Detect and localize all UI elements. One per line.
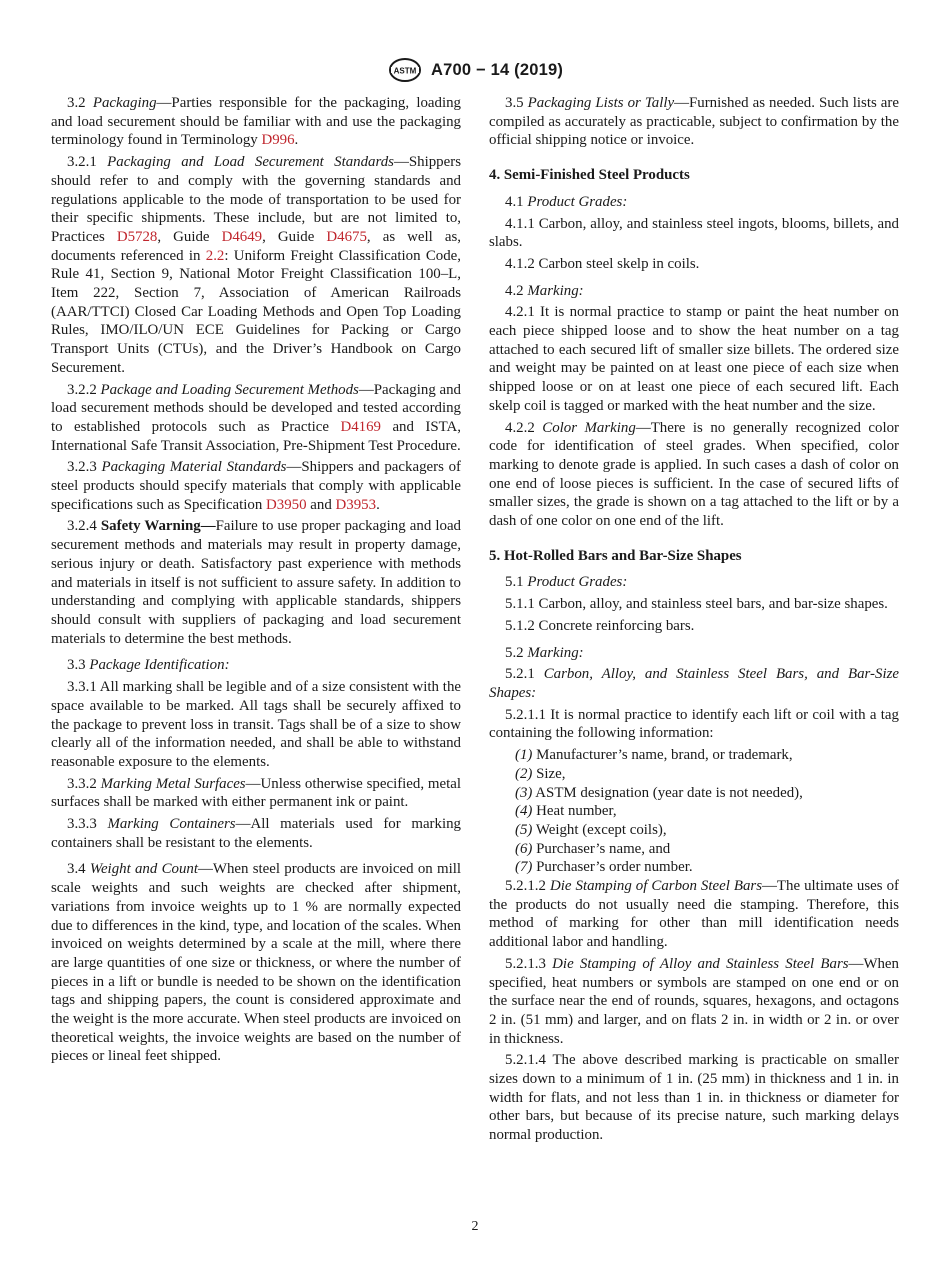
list-item: (3) ASTM designation (year date is not needed), <box>515 784 803 801</box>
left-column <box>51 94 461 1069</box>
ref-link[interactable]: D3953 <box>335 496 377 513</box>
page-header <box>0 58 950 82</box>
section-4-1: 4.1 Product Grades: <box>505 193 628 210</box>
ref-link[interactable]: D4675 <box>326 228 367 245</box>
list-item: (6) Purchaser’s name, and <box>515 840 671 857</box>
section-5-2-1-3: 5.2.1.3 Die Stamping of Alloy and Stainless Steel Bars—When specified, heat numbers or symbols are stamped on one end or on the surface near the end of rounds, squares, hexagons, and octagons 2 in. (51 mm) and larger, and on flats 2 in. in width or 2 in. or over in thickness. <box>489 955 899 1047</box>
section-3-2: 3.2 Packaging—Parties responsible for the packaging, loading and load securement should be familiar with and use the packaging terminology found in Terminology D996. <box>51 95 461 149</box>
section-3-2-1: 3.2.1 Packaging and Load Securement Standards—Shippers should refer to and comply with the governing standards and regulations applicable to the mode of transportation to be used for their specific shipments. These include, but are not limited to, Practices D5728, Guide D4649, Guide D4675, as well as, documents referenced in 2.2: Uniform Freight Classification Code, Rule 41, Section 9, National Motor Freight Classification 100–L, Item 222, Section 7, Association of American Railroads (AAR/TTCI) Closed Car Loading Methods and Open Top Loading Rules, IMO/ILO/UN ECE Guidelines for Packing or Cargo Transport Units (CTUs), and the Driver’s Handbook on Cargo Securement. <box>51 154 461 376</box>
section-heading-5: 5. Hot-Rolled Bars and Bar-Size Shapes <box>489 547 742 564</box>
page-number: 2 <box>471 1219 479 1234</box>
ref-link[interactable]: D5728 <box>116 228 158 245</box>
list-item: (4) Heat number, <box>515 803 617 820</box>
ref-link[interactable]: D4649 <box>221 228 263 245</box>
section-5-1-2: 5.1.2 Concrete reinforcing bars. <box>505 617 695 634</box>
list-item: (7) Purchaser’s order number. <box>515 859 693 876</box>
section-3-3: 3.3 Package Identification: <box>67 657 230 674</box>
ref-link[interactable]: D4169 <box>340 418 381 435</box>
list-item: (1) Manufacturer’s name, brand, or trademark, <box>515 747 793 764</box>
section-5-2: 5.2 Marking: <box>505 644 584 661</box>
section-5-1: 5.1 Product Grades: <box>505 574 628 591</box>
section-3-2-4: 3.2.4 Safety Warning—Failure to use proper packaging and load securement methods and materials may result in property damage, serious injury or death. Satisfactory past experience with methods and materials in itself is not sufficient to assure safety. In addition to understanding and complying with applicable standards, shippers should consult with suppliers of packaging and load securement materials to determine the best methods. <box>51 518 462 647</box>
right-column <box>489 94 899 1148</box>
section-3-3-1: 3.3.1 All marking shall be legible and of a size consistent with the space available to be marked. All tags shall be securely affixed to the package to prevent loss in transit. Tags shall be of a size to show clearly all of the information needed, and shall be able to withstand reasonable exposure to the elements. <box>51 679 461 770</box>
ref-link[interactable]: D3950 <box>266 496 307 513</box>
section-5-2-1-1: 5.2.1.1 It is normal practice to identify each lift or coil with a tag containing the following information: <box>489 706 899 742</box>
section-5-1-1: 5.1.1 Carbon, alloy, and stainless steel bars, and bar-size shapes. <box>505 596 888 613</box>
section-3-3-2: 3.3.2 Marking Metal Surfaces—Unless otherwise specified, metal surfaces shall be marked with either permanent ink or paint. <box>51 775 461 811</box>
ref-link[interactable]: D996 <box>261 132 295 149</box>
section-4-1-1: 4.1.1 Carbon, alloy, and stainless steel ingots, blooms, billets, and slabs. <box>489 215 899 251</box>
section-3-5: 3.5 Packaging Lists or Tally—Furnished as needed. Such lists are compiled as accurately as practicable, subject to confirmation by the official shipping notice or invoice. <box>489 95 899 149</box>
section-5-2-1-4: 5.2.1.4 The above described marking is practicable on smaller sizes down to a minimum of 1 in. (25 mm) in thickness and 1 in. in width for flats, and not less than 1 in. in thickness or diameter for other bars, but because of its precise nature, such marking delays normal production. <box>489 1052 899 1144</box>
list-item: (5) Weight (except coils), <box>515 821 667 838</box>
section-5-2-1: 5.2.1 Carbon, Alloy, and Stainless Steel Bars, and Bar-Size Shapes: <box>489 666 899 701</box>
section-3-3-3: 3.3.3 Marking Containers—All materials used for marking containers shall be resistant to the elements. <box>51 816 461 851</box>
section-3-2-2: 3.2.2 Package and Loading Securement Methods—Packaging and load securement methods should be developed and tested according to established protocols such as Practice D4169 and ISTA, International Safe Transit Association, Pre-Shipment Test Procedure. <box>51 381 461 454</box>
astm-logo-icon <box>387 58 423 82</box>
svg-text:ASTM: ASTM <box>393 66 417 76</box>
section-5-2-1-2: 5.2.1.2 Die Stamping of Carbon Steel Bars—The ultimate uses of the products do not usually need die stamping. Therefore, this method of marking for other than mill identification needs additional labor and handling. <box>489 878 899 951</box>
ref-link[interactable]: 2.2 <box>205 247 225 264</box>
section-4-2: 4.2 Marking: <box>505 282 584 299</box>
section-4-1-2: 4.1.2 Carbon steel skelp in coils. <box>505 255 700 272</box>
section-3-2-3: 3.2.3 Packaging Material Standards—Shippers and packagers of steel products should specify materials that comply with applicable specifications such as Specification D3950 and D3953. <box>51 459 461 513</box>
section-4-2-2: 4.2.2 Color Marking—There is no generally recognized color code for identification of steel grades. When specified, color marking to denote grade is applied. In such cases a dash of color on one end of loose pieces is sufficient. In the case of secured lifts of smaller sizes, the grade is shown on a tag attached to the lift or by a dash of one color on one end of the lift. <box>489 419 899 530</box>
list-item: (2) Size, <box>515 765 566 782</box>
section-3-4: 3.4 Weight and Count—When steel products are invoiced on mill scale weights and such weights are checked after shipment, variations from invoice weights up to 1 % are normally expected due to differences in the kind, type, and location of the scales. When invoiced on weights determined by a scale at the mill, where there are large quantities of one size or thickness, or where the number of pieces in a lift or bundle is needed to be shown on the identification tags and shipping papers, the count is considered approximate and the weight is the more accurate. When steel products are invoiced on theoretical weights, the invoice weights are based on the number of pieces or lineal feet shipped. <box>51 861 462 1065</box>
section-4-2-1: 4.2.1 It is normal practice to stamp or paint the heat number on each piece shipped loose and to show the heat number on a tag attached to each secured lift of smaller size billets. The ordered size and weight may be painted on at least one piece of each size when shipped loose or on at least one piece of each secured lift. Each skelp coil is tagged or marked with the heat number and the size. <box>489 304 899 414</box>
document-designation: A700 − 14 (2019) <box>430 60 564 79</box>
section-heading-4: 4. Semi-Finished Steel Products <box>489 167 690 184</box>
